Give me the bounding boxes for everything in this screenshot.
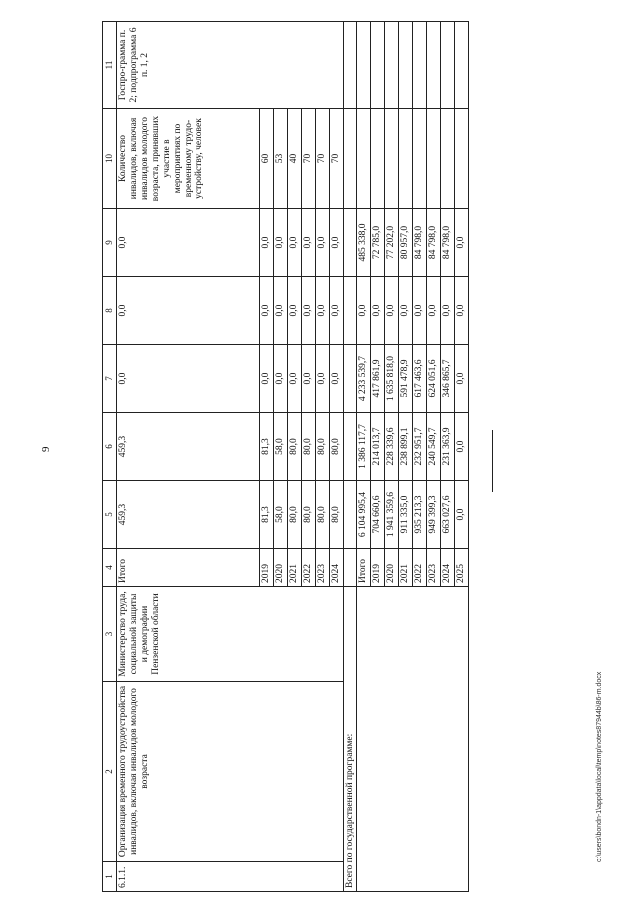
measure-total-label: Итого — [117, 549, 260, 587]
column-number: 10 — [103, 109, 117, 209]
measure-year-c9: 0,0 — [287, 209, 301, 277]
measure-year-c5: 80,0 — [315, 481, 329, 549]
program-row-label: Итого — [357, 549, 371, 587]
program-row-label: 2021 — [399, 549, 413, 587]
program-title: Всего по государственной программе: — [343, 587, 357, 892]
measure-total-c5: 459,3 — [117, 481, 260, 549]
program-c9: 72 785,0 — [371, 209, 385, 277]
program-c6: 232 951,7 — [413, 413, 427, 481]
page-number: 9 — [40, 446, 52, 452]
program-c5: 6 104 995,4 — [357, 481, 371, 549]
program-row — [357, 22, 371, 892]
measure-year-c7: 0,0 — [273, 345, 287, 413]
measure-year-c9: 0,0 — [260, 209, 274, 277]
column-number: 7 — [103, 345, 117, 413]
program-c8: 0,0 — [454, 277, 468, 345]
measure-year-c7: 0,0 — [287, 345, 301, 413]
measure-year-c8: 0,0 — [287, 277, 301, 345]
program-c7: 591 478,9 — [399, 345, 413, 413]
measure-total-c6: 459,3 — [117, 413, 260, 481]
measure-year-c10: 60 — [260, 109, 274, 209]
program-c9: 80 957,0 — [399, 209, 413, 277]
measure-year-c5: 81,3 — [260, 481, 274, 549]
measure-total-c7: 0,0 — [117, 345, 260, 413]
measure-year-c7: 0,0 — [329, 345, 343, 413]
measure-year-c10: 70 — [301, 109, 315, 209]
program-c9: 485 338,0 — [357, 209, 371, 277]
program-c5: 911 335,0 — [399, 481, 413, 549]
program-c6: 1 386 117,7 — [357, 413, 371, 481]
measure-year-c5: 80,0 — [301, 481, 315, 549]
measure-total-c9: 0,0 — [117, 209, 260, 277]
measure-year-c8: 0,0 — [315, 277, 329, 345]
measure-year-c8: 0,0 — [273, 277, 287, 345]
program-c8: 0,0 — [371, 277, 385, 345]
program-table — [102, 21, 469, 892]
column-number: 3 — [103, 587, 117, 682]
measure-year-c6: 58,0 — [273, 413, 287, 481]
measure-year: 2020 — [273, 549, 287, 587]
program-c6: 0,0 — [454, 413, 468, 481]
program-c9: 84 798,0 — [440, 209, 454, 277]
measure-year-c9: 0,0 — [329, 209, 343, 277]
measure-year: 2022 — [301, 549, 315, 587]
column-number: 5 — [103, 481, 117, 549]
measure-year-c6: 80,0 — [329, 413, 343, 481]
measure-year-c9: 0,0 — [273, 209, 287, 277]
measure-year-c8: 0,0 — [301, 277, 315, 345]
program-c7: 617 463,6 — [413, 345, 427, 413]
column-number: 1 — [103, 862, 117, 892]
measure-year: 2024 — [329, 549, 343, 587]
measure-year-c5: 58,0 — [273, 481, 287, 549]
measure-year: 2023 — [315, 549, 329, 587]
program-c5: 663 027,6 — [440, 481, 454, 549]
program-c7: 417 861,9 — [371, 345, 385, 413]
program-title-row — [343, 22, 357, 892]
column-number: 4 — [103, 549, 117, 587]
measure-year-c10: 40 — [287, 109, 301, 209]
measure-year-c10: 70 — [315, 109, 329, 209]
program-row-label: 2023 — [427, 549, 441, 587]
measure-year-c6: 80,0 — [287, 413, 301, 481]
program-c6: 238 899,1 — [399, 413, 413, 481]
program-c9: 84 798,0 — [427, 209, 441, 277]
measure-indicator: Количество инвалидов, включая инвалидов молодого возраста, принявших участие в мероприятиях по временному трудо-устройству, человек — [117, 109, 260, 209]
program-c6: 240 549,7 — [427, 413, 441, 481]
rotated-table-container — [102, 22, 466, 892]
file-path: c:\users\bondn-1\appdata\local\temp\notes87944b\86-m.docx — [596, 671, 603, 862]
program-c9: 77 202,0 — [385, 209, 399, 277]
program-c6: 228 339,6 — [385, 413, 399, 481]
program-c7: 1 635 818,0 — [385, 345, 399, 413]
program-c8: 0,0 — [427, 277, 441, 345]
measure-name: Организация временного трудоустройства инвалидов, включая инвалидов молодого возраста — [117, 682, 344, 862]
program-spacer — [357, 587, 468, 892]
column-number: 8 — [103, 277, 117, 345]
program-row-label: 2020 — [385, 549, 399, 587]
measure-year-c7: 0,0 — [315, 345, 329, 413]
measure-year: 2019 — [260, 549, 274, 587]
measure-year-c5: 80,0 — [287, 481, 301, 549]
measure-executor: Министерство труда, социальной защиты и демографии Пензенской области — [117, 587, 344, 682]
separator-line — [492, 430, 493, 492]
program-c8: 0,0 — [440, 277, 454, 345]
measure-year-c10: 53 — [273, 109, 287, 209]
program-c6: 214 013,7 — [371, 413, 385, 481]
program-c7: 624 051,6 — [427, 345, 441, 413]
measure-year-c9: 0,0 — [301, 209, 315, 277]
program-c5: 935 213,3 — [413, 481, 427, 549]
measure-year-c7: 0,0 — [301, 345, 315, 413]
column-number: 9 — [103, 209, 117, 277]
program-c7: 4 233 539,7 — [357, 345, 371, 413]
program-row-label: 2019 — [371, 549, 385, 587]
program-c5: 704 660,6 — [371, 481, 385, 549]
measure-program-link: Госпро-грамма п. 2; подпрограмма 6 п. 1, 2 — [117, 22, 344, 109]
program-row-label: 2022 — [413, 549, 427, 587]
measure-year: 2021 — [287, 549, 301, 587]
program-row-label: 2024 — [440, 549, 454, 587]
program-c5: 949 399,3 — [427, 481, 441, 549]
measure-id: 6.1.1. — [117, 862, 344, 892]
measure-year-c8: 0,0 — [260, 277, 274, 345]
program-c5: 0,0 — [454, 481, 468, 549]
program-c5: 1 941 359,6 — [385, 481, 399, 549]
measure-year-c7: 0,0 — [260, 345, 274, 413]
program-c7: 346 865,7 — [440, 345, 454, 413]
program-c7: 0,0 — [454, 345, 468, 413]
measure-total-row — [117, 22, 260, 892]
column-number: 6 — [103, 413, 117, 481]
program-c8: 0,0 — [413, 277, 427, 345]
program-c8: 0,0 — [399, 277, 413, 345]
measure-year-c9: 0,0 — [315, 209, 329, 277]
column-number-row — [103, 22, 117, 892]
measure-year-c8: 0,0 — [329, 277, 343, 345]
measure-year-c6: 80,0 — [301, 413, 315, 481]
program-c9: 0,0 — [454, 209, 468, 277]
column-number: 2 — [103, 682, 117, 862]
measure-year-c6: 81,3 — [260, 413, 274, 481]
measure-year-c6: 80,0 — [315, 413, 329, 481]
measure-year-c5: 80,0 — [329, 481, 343, 549]
program-c6: 231 363,9 — [440, 413, 454, 481]
measure-year-c10: 70 — [329, 109, 343, 209]
program-row-label: 2025 — [454, 549, 468, 587]
program-c9: 84 798,0 — [413, 209, 427, 277]
measure-total-c8: 0,0 — [117, 277, 260, 345]
column-number: 11 — [103, 22, 117, 109]
program-c8: 0,0 — [357, 277, 371, 345]
program-c8: 0,0 — [385, 277, 399, 345]
